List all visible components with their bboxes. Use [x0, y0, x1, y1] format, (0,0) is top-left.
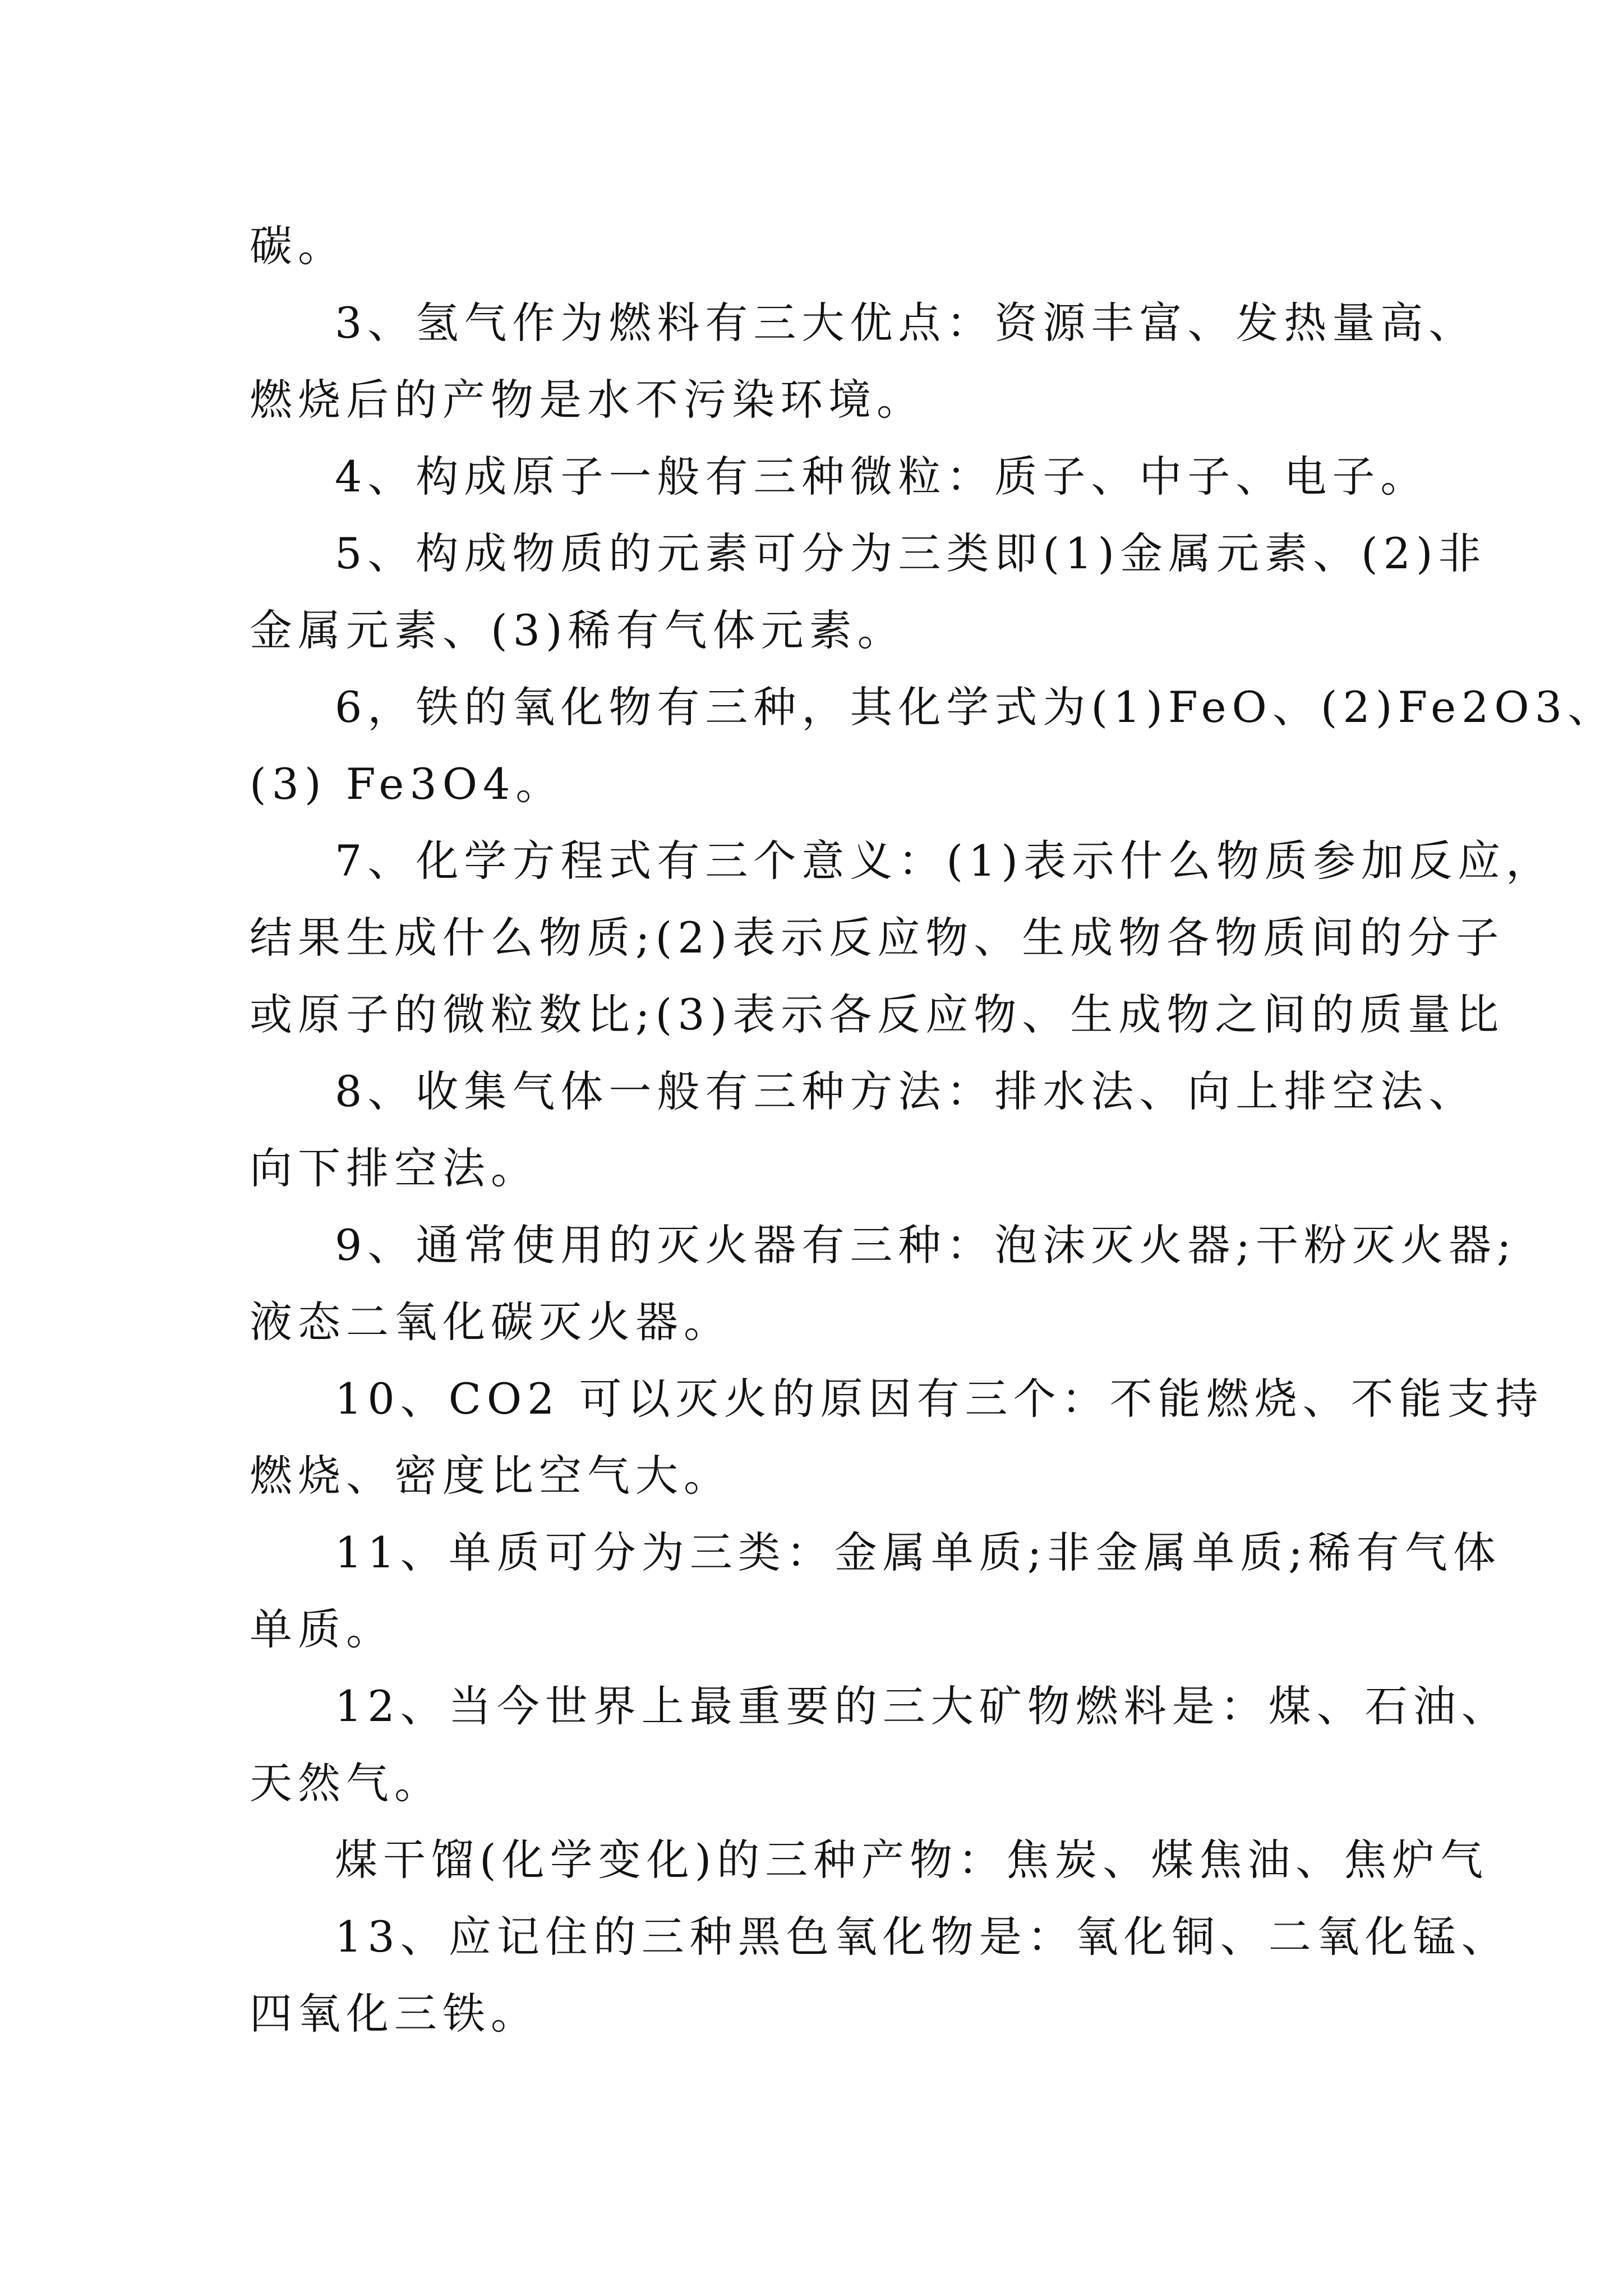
text-line: 燃烧后的产物是水不污染环境。	[250, 375, 925, 425]
text-line: 液态二氧化碳灭火器。	[250, 1297, 732, 1347]
text-line: 11、单质可分为三类：金属单质;非金属单质;稀有气体	[335, 1527, 1501, 1577]
text-line: 或原子的微粒数比;(3)表示各反应物、生成物之间的质量比	[250, 990, 1505, 1039]
text-line: 向下排空法。	[250, 1143, 539, 1193]
text-line: 燃烧、密度比空气大。	[250, 1451, 732, 1501]
text-line: 13、应记住的三种黑色氧化物是：氧化铜、二氧化锰、	[335, 1912, 1510, 1962]
text-line: 天然气。	[250, 1758, 442, 1808]
text-line: 四氧化三铁。	[250, 1989, 539, 2039]
text-line: 碳。	[250, 221, 346, 271]
text-line: 7、化学方程式有三个意义：(1)表示什么物质参加反应，	[335, 836, 1555, 886]
text-line: 3、氢气作为燃料有三大优点：资源丰富、发热量高、	[335, 298, 1477, 348]
text-line: (3) Fe3O4。	[250, 759, 564, 809]
text-line: 6，铁的氧化物有三种，其化学式为(1)FeO、(2)Fe2O3、	[335, 682, 1616, 732]
text-line: 煤干馏(化学变化)的三种产物：焦炭、煤焦油、焦炉气	[335, 1835, 1489, 1885]
text-line: 5、构成物质的元素可分为三类即(1)金属元素、(2)非	[335, 528, 1487, 578]
text-line: 金属元素、(3)稀有气体元素。	[250, 605, 906, 655]
text-line: 4、构成原子一般有三种微粒：质子、中子、电子。	[335, 452, 1429, 501]
document-body	[250, 208, 1616, 2052]
text-line: 8、收集气体一般有三种方法：排水法、向上排空法、	[335, 1066, 1477, 1116]
text-line: 结果生成什么物质;(2)表示反应物、生成物各物质间的分子	[250, 913, 1505, 963]
text-line: 9、通常使用的灭火器有三种：泡沫灭火器;干粉灭火器;	[335, 1220, 1517, 1270]
text-line: 单质。	[250, 1604, 394, 1654]
text-line: 10、CO2 可以灭火的原因有三个：不能燃烧、不能支持	[335, 1374, 1544, 1424]
text-line: 12、当今世界上最重要的三大矿物燃料是：煤、石油、	[335, 1681, 1510, 1731]
